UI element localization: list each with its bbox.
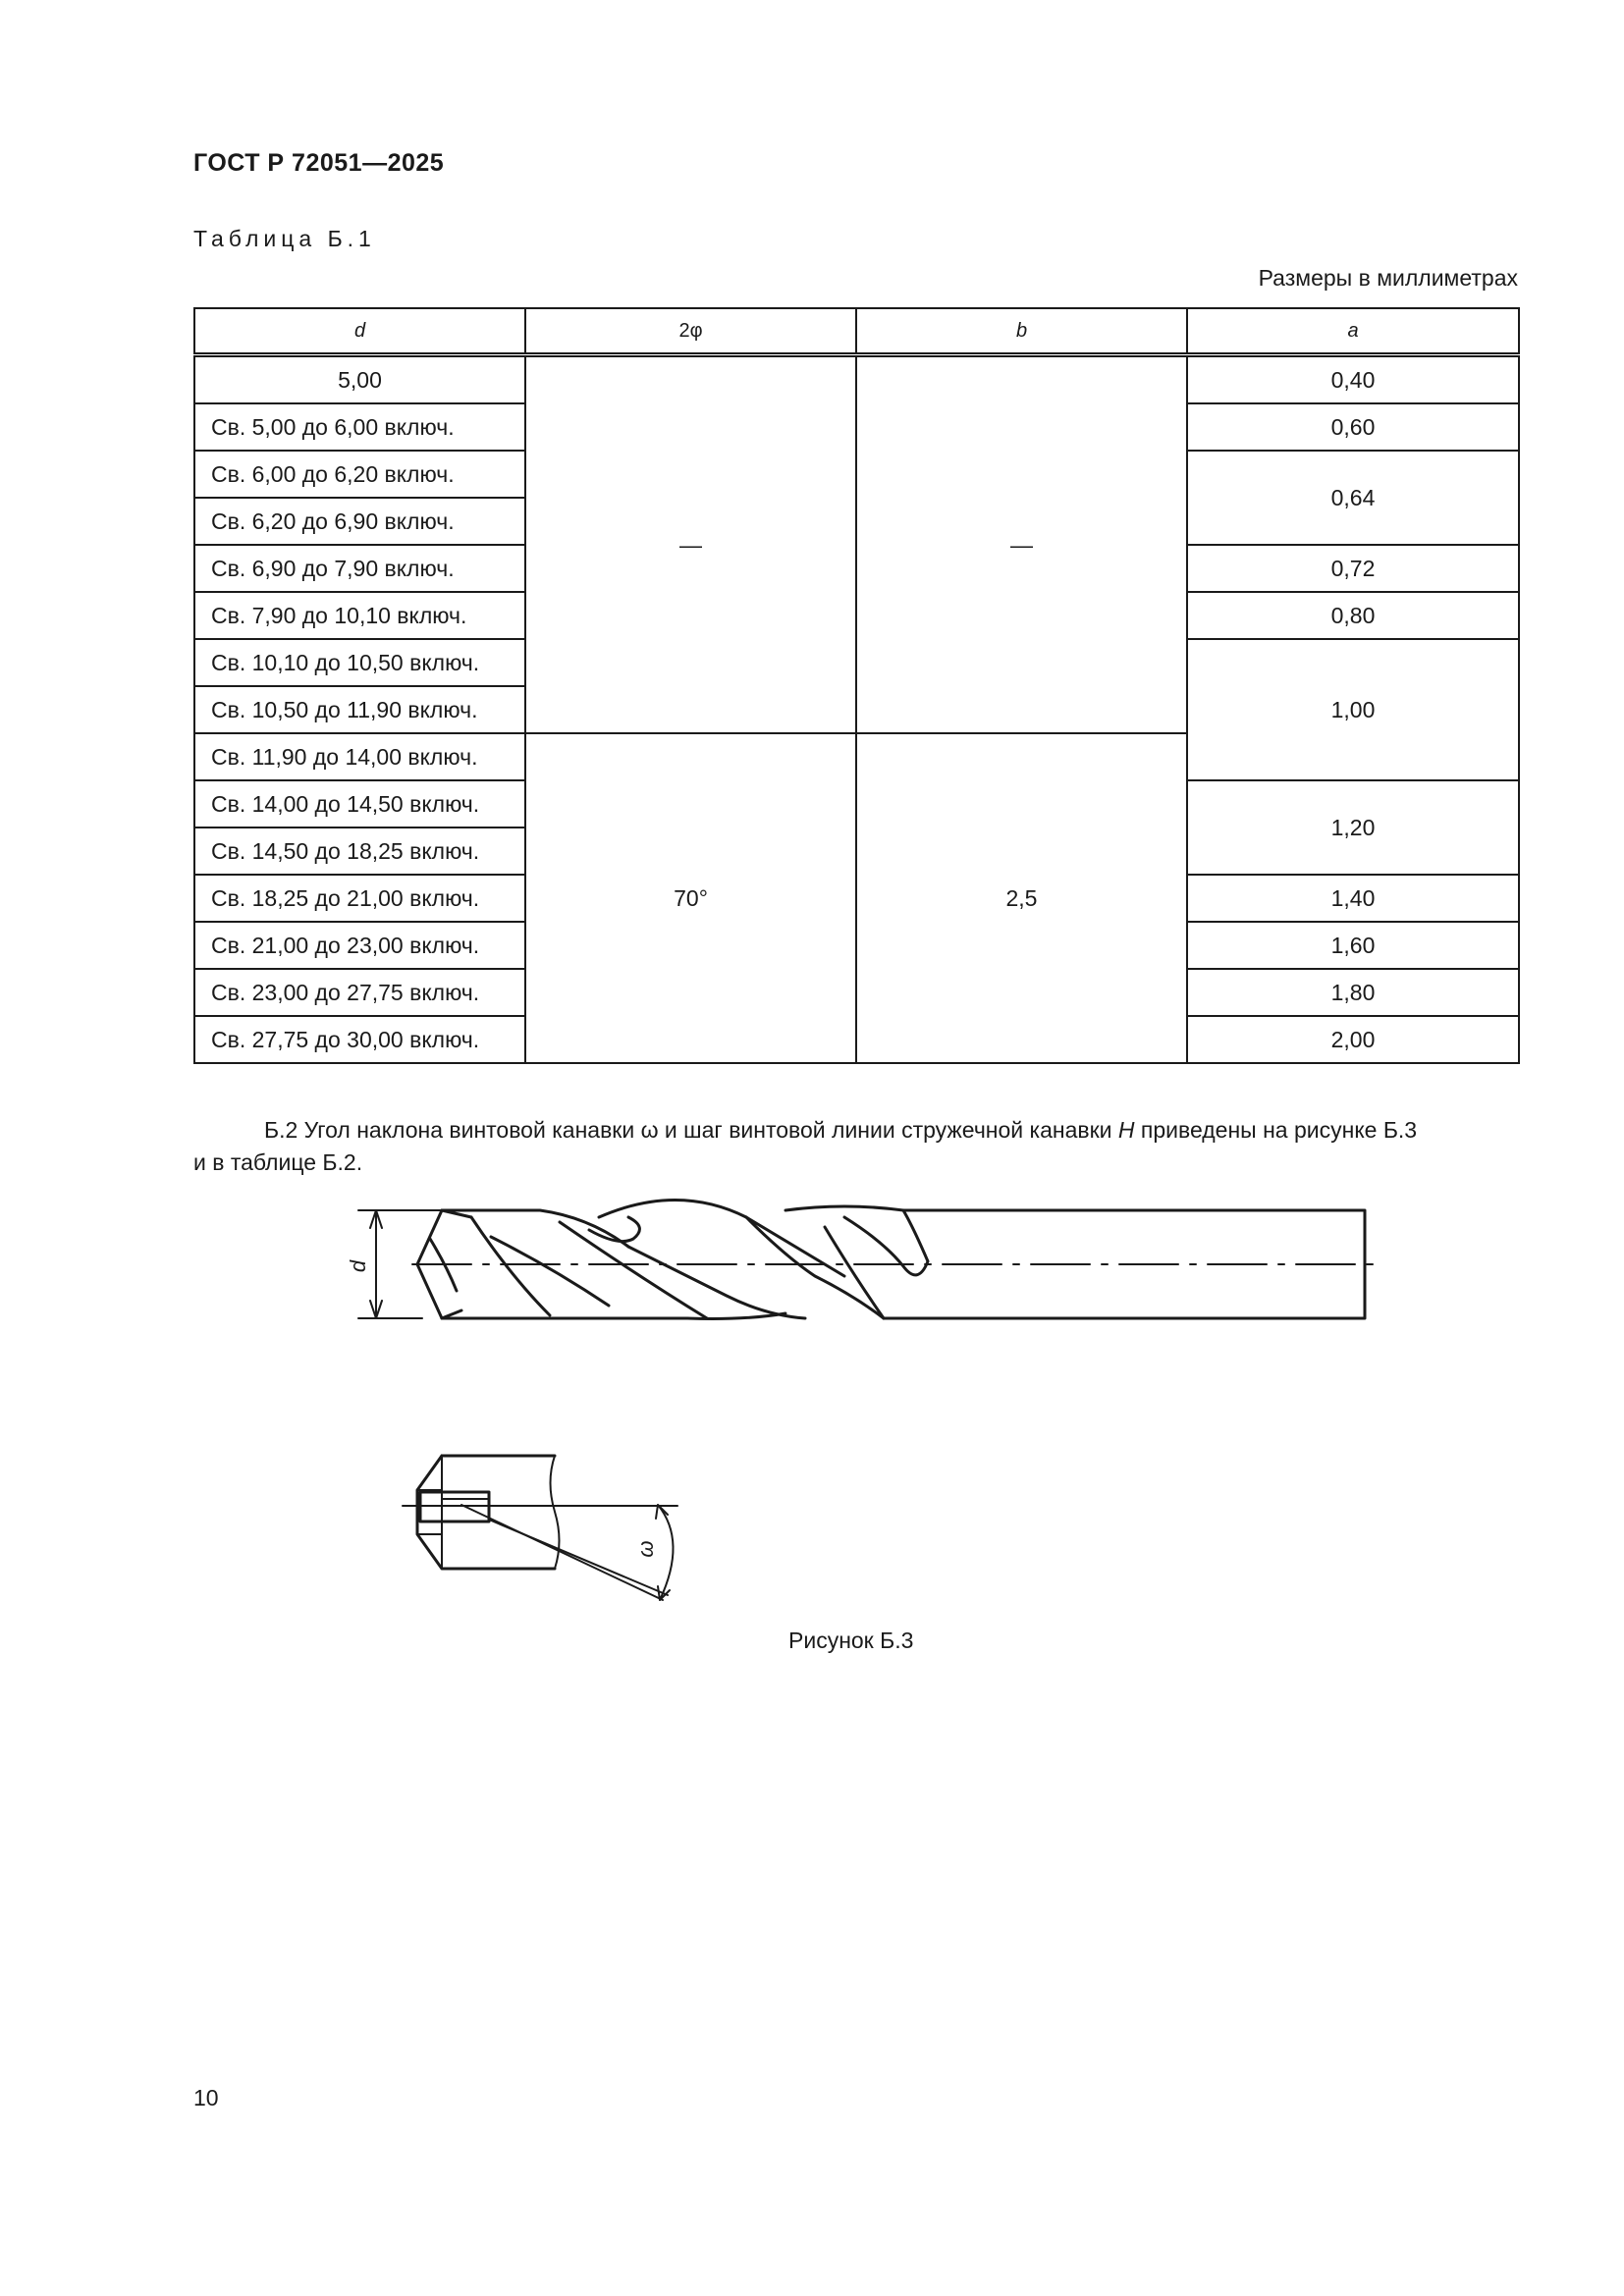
cell-d: Св. 11,90 до 14,00 включ. <box>194 733 525 780</box>
paragraph-text-end: приведены на рисунке Б.3 <box>1134 1117 1418 1143</box>
cell-d: Св. 21,00 до 23,00 включ. <box>194 922 525 969</box>
cell-a: 1,40 <box>1187 875 1519 922</box>
cell-d: Св. 7,90 до 10,10 включ. <box>194 592 525 639</box>
cell-d: Св. 18,25 до 21,00 включ. <box>194 875 525 922</box>
cell-d: Св. 14,00 до 14,50 включ. <box>194 780 525 828</box>
paragraph-var-h: H <box>1117 1117 1135 1143</box>
cell-a: 0,64 <box>1187 451 1519 545</box>
figure-caption: Рисунок Б.3 <box>788 1628 914 1653</box>
cell-d: Св. 14,50 до 18,25 включ. <box>194 828 525 875</box>
cell-d: Св. 5,00 до 6,00 включ. <box>194 403 525 451</box>
table-units: Размеры в миллиметрах <box>1258 265 1518 291</box>
label-omega: ω <box>633 1540 658 1558</box>
cell-phi: — <box>525 355 856 734</box>
column-header-2phi: 2φ <box>525 308 856 355</box>
cell-d: Св. 6,00 до 6,20 включ. <box>194 451 525 498</box>
column-header-a: a <box>1187 308 1519 355</box>
paragraph-text-line2: и в таблице Б.2. <box>193 1149 363 1175</box>
cell-d: Св. 10,10 до 10,50 включ. <box>194 639 525 686</box>
document-code: ГОСТ Р 72051—2025 <box>193 149 445 177</box>
cell-a: 2,00 <box>1187 1016 1519 1063</box>
cell-a: 1,20 <box>1187 780 1519 875</box>
cell-d: Св. 6,90 до 7,90 включ. <box>194 545 525 592</box>
table-title: Таблица Б.1 <box>193 226 376 251</box>
cell-a: 1,80 <box>1187 969 1519 1016</box>
paragraph-text: Б.2 Угол наклона винтовой канавки ω и шаг винтовой линии стружечной канавки <box>264 1117 1118 1143</box>
label-d: d <box>346 1259 370 1273</box>
cell-d: 5,00 <box>194 355 525 404</box>
column-header-d: d <box>194 308 525 355</box>
cell-d: Св. 27,75 до 30,00 включ. <box>194 1016 525 1063</box>
page-number: 10 <box>193 2085 219 2110</box>
cell-d: Св. 6,20 до 6,90 включ. <box>194 498 525 545</box>
detail-view <box>403 1456 677 1600</box>
cell-phi: 70° <box>525 733 856 1063</box>
cell-a: 0,60 <box>1187 403 1519 451</box>
cell-d: Св. 23,00 до 27,75 включ. <box>194 969 525 1016</box>
cell-a: 0,72 <box>1187 545 1519 592</box>
cell-b: — <box>856 355 1187 734</box>
cell-a: 0,40 <box>1187 355 1519 404</box>
column-header-b: b <box>856 308 1187 355</box>
drill-body <box>417 1201 1365 1319</box>
cell-a: 0,80 <box>1187 592 1519 639</box>
cell-d: Св. 10,50 до 11,90 включ. <box>194 686 525 733</box>
cell-a: 1,00 <box>1187 639 1519 780</box>
cell-a: 1,60 <box>1187 922 1519 969</box>
cell-b: 2,5 <box>856 733 1187 1063</box>
